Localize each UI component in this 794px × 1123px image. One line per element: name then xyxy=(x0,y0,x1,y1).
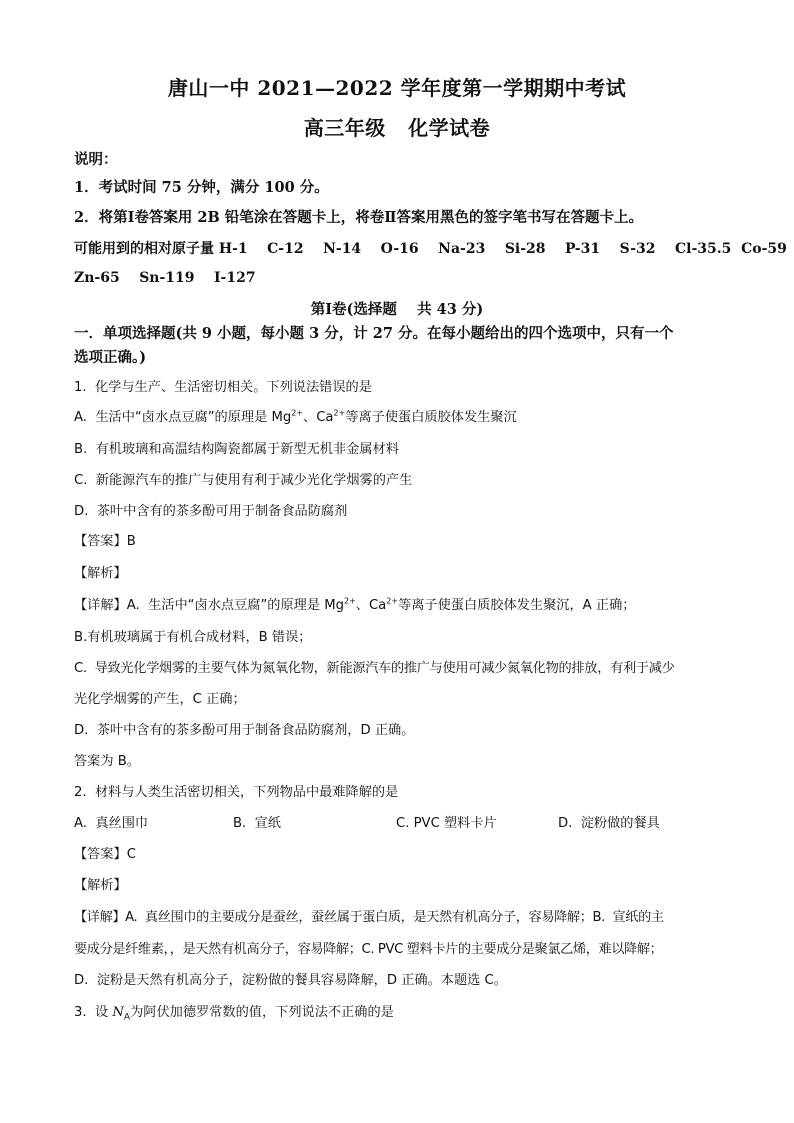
mg-charge-detail: 2+ xyxy=(343,596,356,606)
q1-option-a-text-1: A. 生活中“卤水点豆腐”的原理是 Mg xyxy=(74,410,292,425)
q2-answer-tag: 【答案】 xyxy=(74,847,127,862)
q1-detail-2: B.有机玻璃属于有机合成材料，B 错误； xyxy=(74,630,312,645)
q1-option-c: C. 新能源汽车的推广与使用有利于减少光化学烟雾的产生 xyxy=(74,473,413,488)
q1-detail-3: C. 导致光化学烟雾的主要气体为氮氧化物，新能源汽车的推广与使用可减少氮氧化物的排放，有利于减少 xyxy=(74,661,675,676)
q2-detail-tag: 【详解】 xyxy=(74,910,126,925)
atomic-mass-line-2: Zn-65 Sn-119 I-127 xyxy=(74,270,256,286)
instruction-item-1: 1．考试时间 75 分钟，满分 100 分。 xyxy=(74,179,329,196)
section-description-line-2: 选项正确。) xyxy=(74,349,147,366)
q1-conclusion: 答案为 B。 xyxy=(74,754,140,769)
q2-option-a: A. 真丝围巾 xyxy=(74,816,149,831)
q2-option-d: D. 淀粉做的餐具 xyxy=(558,816,660,831)
mg-charge: 2+ xyxy=(291,408,304,418)
q1-option-a xyxy=(74,406,517,425)
q2-detail-1-text: A. 真丝围巾的主要成分是蚕丝，蚕丝属于蛋白质，是天然有机高分子，容易降解；B. 宣纸的主 xyxy=(125,910,664,925)
q1-answer-value: B xyxy=(126,534,136,549)
instruction-item-2: 2．将第Ⅰ卷答案用 2B 铅笔涂在答题卡上，将卷Ⅱ答案用黑色的签字笔书写在答题卡上。 xyxy=(74,209,644,226)
q1-option-a-text-2: 、Ca xyxy=(303,410,334,425)
q1-analysis-tag: 【解析】 xyxy=(74,566,127,581)
section-heading: 第Ⅰ卷(选择题 共 43 分) xyxy=(310,301,484,318)
q1-detail-1-text-1: A. 生活中“卤水点豆腐”的原理是 Mg xyxy=(126,598,344,613)
q1-option-d: D. 茶叶中含有的茶多酚可用于制备食品防腐剂 xyxy=(74,504,348,519)
atomic-mass-line-1: 可能用到的相对原子量 H-1 C-12 N-14 O-16 Na-23 Si-28 P-31 S-32 Cl-35.5 Co-59 xyxy=(74,241,787,257)
ca-charge: 2+ xyxy=(333,408,346,418)
q2-detail-2: 要成分是纤维素，，是天然有机高分子，容易降解；C. PVC 塑料卡片的主要成分是聚氯乙烯，难以降解； xyxy=(74,942,663,957)
q2-analysis-tag: 【解析】 xyxy=(74,878,127,893)
q3-stem-text-2: 为阿伏加德罗常数的值，下列说法不正确的是 xyxy=(130,1005,394,1020)
q1-detail-1-text-3: 等离子使蛋白质胶体发生聚沉，A 正确； xyxy=(398,598,636,613)
q1-detail-5: D. 茶叶中含有的茶多酚可用于制备食品防腐剂，D 正确。 xyxy=(74,723,415,738)
q1-stem: 1. 化学与生产、生活密切相关。下列说法错误的是 xyxy=(74,380,372,395)
avogadro-subscript: A xyxy=(123,1012,131,1023)
q3-stem-text-1: 3. 设 xyxy=(74,1005,113,1020)
q2-option-b: B. 宣纸 xyxy=(233,816,281,831)
q1-detail-tag: 【详解】 xyxy=(74,598,127,613)
exam-subtitle: 高三年级 化学试卷 xyxy=(303,116,491,140)
instructions-label: 说明： xyxy=(74,151,118,168)
q1-detail-1-text-2: 、Ca xyxy=(355,598,387,613)
exam-title: 唐山一中 2021—2022 学年度第一学期期中考试 xyxy=(167,76,627,100)
q2-option-c: C. PVC 塑料卡片 xyxy=(396,816,497,831)
q2-stem: 2. 材料与人类生活密切相关，下列物品中最难降解的是 xyxy=(74,785,399,800)
ca-charge-detail: 2+ xyxy=(386,596,399,606)
q1-detail-1 xyxy=(74,594,635,613)
q1-answer-tag: 【答案】 xyxy=(74,534,127,549)
q3-stem xyxy=(74,1001,394,1023)
q2-answer xyxy=(74,843,136,862)
q1-answer xyxy=(74,530,136,549)
q2-detail-1 xyxy=(74,906,664,925)
section-description-line-1: 一．单项选择题(共 9 小题，每小题 3 分，计 27 分。在每小题给出的四个选项中，只有一个 xyxy=(74,325,674,342)
q1-option-a-text-3: 等离子使蛋白质胶体发生聚沉 xyxy=(345,410,517,425)
avogadro-symbol: N xyxy=(112,1005,124,1020)
q1-option-b: B. 有机玻璃和高温结构陶瓷都属于新型无机非金属材料 xyxy=(74,442,399,457)
q1-detail-4: 光化学烟雾的产生，C 正确； xyxy=(74,692,246,707)
q2-answer-value: C xyxy=(126,847,136,862)
q2-detail-3: D. 淀粉是天然有机高分子，淀粉做的餐具容易降解，D 正确。本题选 C。 xyxy=(74,973,507,988)
